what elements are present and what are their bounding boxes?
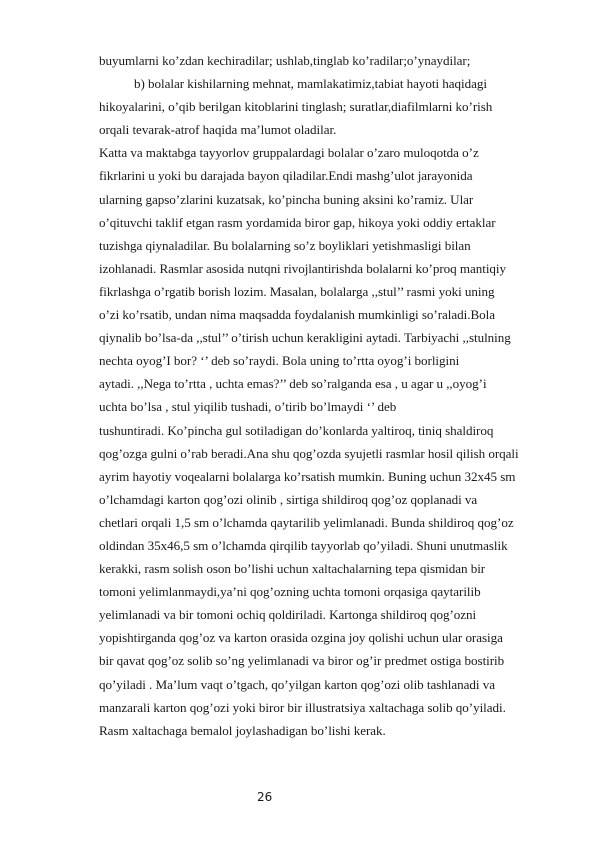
text-line: ularning gapso’zlarini kuzatsak, ko’pincha buning aksini ko’ramiz. Ular: [99, 191, 474, 207]
text-line: tomoni yelimlanmaydi,ya’ni qog’ozning uchta tomoni orqasiga qaytarilib: [99, 584, 481, 600]
text-line: o’zi ko’rsatib, undan nima maqsadda foydalanish mumkinligi so’raladi.Bola: [99, 307, 495, 323]
body-text: [99, 49, 559, 742]
text-line: o’qituvchi taklif etgan rasm yordamida biror gap, hikoya yoki oddiy ertaklar: [99, 214, 496, 230]
text-line: ayrim hayotiy voqealarni bolalarga ko’rsatish mumkin. Buning uchun 32x45 sm: [99, 468, 516, 484]
text-line: buyumlarni ko’zdan kechiradilar; ushlab,tinglab ko’radilar;o’ynaydilar;: [99, 53, 471, 68]
text-line: yelimlanadi va bir tomoni ochiq qoldiriladi. Kartonga shildiroq qog’ozni: [99, 607, 477, 623]
text-line: o’lchamdagi karton qog’ozi olinib , sirtiga shildiroq qog’oz qoplanadi va: [99, 491, 478, 507]
text-line: fikrlarini u yoki bu darajada bayon qiladilar.Endi mashg’ulot jarayonida: [99, 168, 473, 184]
text-line: yopishtirganda qog’oz va karton orasida ozgina joy qolishi uchun ular orasiga: [99, 630, 503, 646]
page-number: 26: [257, 790, 273, 804]
text-line: b) bolalar kishilarning mehnat, mamlakatimiz,tabiat hayoti haqidagi: [134, 76, 487, 92]
text-line: izohlanadi. Rasmlar asosida nutqni rivojlantirishda bolalarni ko’proq mantiqiy: [99, 260, 507, 276]
text-line: chetlari orqali 1,5 sm o’lchamda qaytarilib yelimlanadi. Bunda shildiroq qog’oz: [99, 514, 514, 530]
text-line: aytadi. ,,Nega to’rtta , uchta emas?’’ deb so’ralganda esa , u agar u ,,oyog’i: [99, 376, 487, 392]
text-line: nechta oyog’I bor? ‘’ deb so’raydi. Bola uning to’rtta oyog’i borligini: [99, 353, 460, 369]
text-line: qiynalib bo’lsa-da ,,stul’’ o’tirish uchun kerakligini aytadi. Tarbiyachi ,,stulning: [99, 330, 511, 346]
text-line: kerakki, rasm solish oson bo’lishi uchun xaltachalarning tepa qismidan bir: [99, 561, 486, 577]
text-line: tushuntiradi. Ko’pincha gul sotiladigan do’konlarda yaltiroq, tiniq shaldiroq: [99, 422, 494, 438]
text-line: uchta bo’lsa , stul yiqilib tushadi, o’tirib bo’lmaydi ‘’ deb: [99, 399, 397, 415]
text-line: fikrlashga o’rgatib borish lozim. Masalan, bolalarga ,,stul’’ rasmi yoki uning: [99, 283, 495, 299]
text-line: tuzishga qiynaladilar. Bu bolalarning so’z boyliklari yetishmasligi bilan: [99, 237, 471, 253]
text-line: oldindan 35x46,5 sm o’lchamda qirqilib tayyorlab qo’yiladi. Shuni unutmaslik: [99, 537, 508, 553]
text-line: orqali tevarak-atrof haqida ma’lumot oladilar.: [99, 122, 337, 138]
text-line: Katta va maktabga tayyorlov gruppalardagi bolalar o’zaro muloqotda o’z: [99, 145, 479, 161]
text-line: Rasm xaltachaga bemalol joylashadigan bo’lishi kerak.: [99, 722, 386, 738]
text-line: manzarali karton qog’ozi yoki biror bir illustratsiya xaltachaga solib qo’yiladi.: [99, 699, 506, 715]
text-line: qo’yiladi . Ma’lum vaqt o’tgach, qo’yilgan karton qog’ozi olib tashlanadi va: [99, 676, 495, 692]
text-line: bir qavat qog’oz solib so’ng yelimlanadi va biror og’ir predmet ostiga bostirib: [99, 653, 505, 669]
text-line: qog’ozga gulni o’rab beradi.Ana shu qog’ozda syujetli rasmlar hosil qilish orqali: [99, 445, 519, 461]
text-line: hikoyalarini, o’qib berilgan kitoblarini tinglash; suratlar,diafilmlarni ko’rish: [99, 99, 493, 115]
